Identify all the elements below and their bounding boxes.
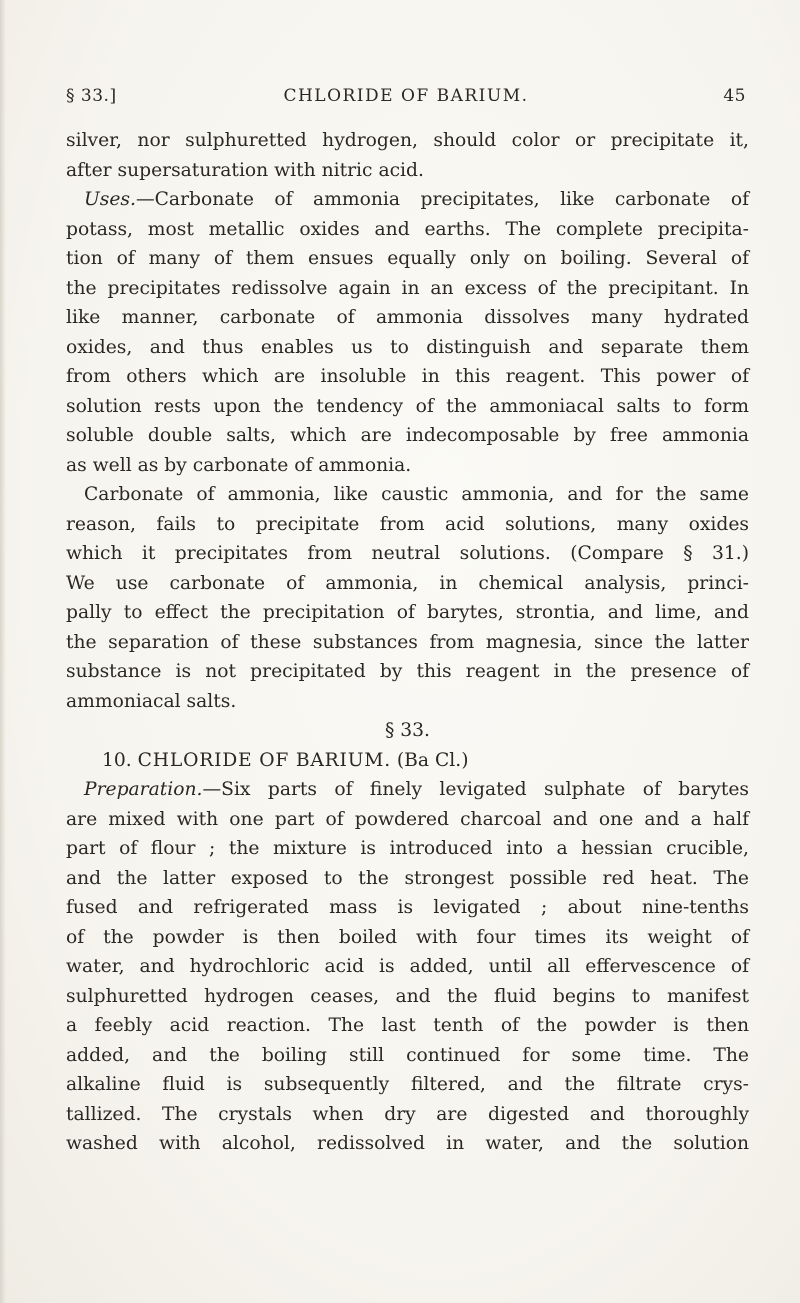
section-marker: § 33.] bbox=[66, 86, 117, 106]
text-line: tallized. The crystals when dry are digested and thoroughly bbox=[66, 1103, 749, 1125]
text-line: sulphuretted hydrogen ceases, and the fluid begins to manifest bbox=[66, 985, 749, 1007]
text-line: We use carbonate of ammonia, in chemical analysis, princi- bbox=[66, 572, 749, 594]
text-line: a feebly acid reaction. The last tenth of the powder is then bbox=[66, 1015, 749, 1036]
running-header bbox=[66, 86, 746, 110]
text-line: are mixed with one part of powdered charcoal and one and a half bbox=[66, 808, 749, 830]
text-line: from others which are insoluble in this reagent. This power of bbox=[66, 366, 749, 387]
text-line: of the powder is then boiled with four times its weight of bbox=[66, 926, 749, 948]
text-line: added, and the boiling still continued for some time. The bbox=[66, 1044, 749, 1066]
text-line: potass, most metallic oxides and earths. The complete precipita- bbox=[66, 218, 749, 240]
page-edge-shadow bbox=[0, 0, 6, 1303]
text-line bbox=[66, 775, 749, 805]
text-line: fused and refrigerated mass is levigated ; about nine-tenths bbox=[66, 897, 749, 918]
text-line: pally to effect the precipitation of barytes, strontia, and lime, and bbox=[66, 602, 749, 623]
text-line: ammoniacal salts. bbox=[66, 690, 237, 712]
text-line: silver, nor sulphuretted hydrogen, should color or precipitate it, bbox=[66, 130, 749, 151]
section-heading: § 33. bbox=[384, 720, 430, 741]
text-run: —Six parts of finely levigated sulphate of barytes bbox=[202, 779, 749, 800]
text-run: —Carbonate of ammonia precipitates, like carbonate of bbox=[135, 189, 749, 210]
text-line: after supersaturation with nitric acid. bbox=[66, 159, 424, 181]
text-line: the separation of these substances from magnesia, since the latter bbox=[66, 631, 749, 653]
body-text bbox=[66, 126, 749, 1159]
reagent-number: 10. bbox=[102, 749, 138, 771]
text-line: Carbonate of ammonia, like caustic ammonia, and for the same bbox=[84, 484, 749, 505]
text-line: which it precipitates from neutral solutions. (Compare § 31.) bbox=[66, 543, 749, 564]
reagent-heading bbox=[66, 746, 749, 776]
text-line: washed with alcohol, redissolved in water, and the solution bbox=[66, 1133, 749, 1154]
text-line: oxides, and thus enables us to distinguish and separate them bbox=[66, 336, 749, 358]
text-line: the precipitates redissolve again in an excess of the precipitant. In bbox=[66, 277, 749, 299]
text-line: solution rests upon the tendency of the ammoniacal salts to form bbox=[66, 395, 749, 417]
text-line: and the latter exposed to the strongest possible red heat. The bbox=[66, 867, 749, 889]
text-line: like manner, carbonate of ammonia dissolves many hydrated bbox=[66, 307, 749, 328]
text-line: alkaline fluid is subsequently filtered, and the filtrate crys- bbox=[66, 1074, 749, 1095]
text-line: substance is not precipitated by this reagent in the presence of bbox=[66, 661, 749, 682]
text-line: soluble double salts, which are indecomposable by free ammonia bbox=[66, 425, 749, 446]
page-number: 45 bbox=[723, 86, 746, 106]
text-line: part of flour ; the mixture is introduced into a hessian crucible, bbox=[66, 838, 749, 859]
reagent-formula: (Ba Cl.) bbox=[390, 749, 469, 771]
text-line: tion of many of them ensues equally only on boiling. Several of bbox=[66, 248, 749, 269]
running-title: CHLORIDE OF BARIUM. bbox=[283, 86, 529, 106]
text-line bbox=[66, 185, 749, 215]
run-in-heading: Uses. bbox=[84, 189, 136, 210]
reagent-name: CHLORIDE OF BARIUM. bbox=[137, 749, 391, 771]
text-line: reason, fails to precipitate from acid solutions, many oxides bbox=[66, 513, 749, 535]
text-line: water, and hydrochloric acid is added, until all effervescence of bbox=[66, 956, 749, 977]
run-in-heading: Preparation. bbox=[84, 779, 203, 800]
text-line: as well as by carbonate of ammonia. bbox=[66, 454, 412, 476]
